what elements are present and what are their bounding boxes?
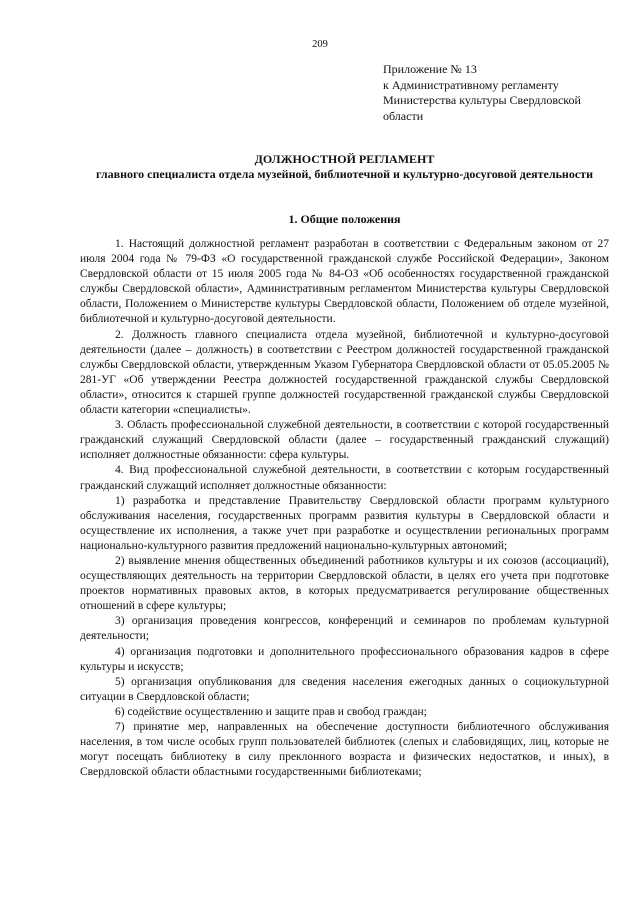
section-body xyxy=(80,237,609,780)
list-item: 7) принятие мер, направленных на обеспечение доступности библиотечного обслуживания населения, в том числе особых групп пользователей библиотек (слепых и слабовидящих, лиц, которые не могут посещать библиотеку в силу преклонного возраста и физических недостатков, и иных), в Свердловской области областными государственными библиотеками; xyxy=(80,721,609,779)
document-title: ДОЛЖНОСТНОЙ РЕГЛАМЕНТ xyxy=(254,152,435,166)
list-item: 1) разработка и представление Правительству Свердловской области программ культурного обслуживания населения, государственных программ развития культуры в Свердловской области и осуществление их исполнения, а также учет при разработке и осуществлении региональных программ национально-культурного развития предложений национально-культурных автономий; xyxy=(80,494,609,552)
paragraph: 3. Область профессиональной служебной деятельности, в соответствии с которой государственный гражданский служащий Свердловской области (далее – государственный гражданский служащий) исполняет должностные обязанности: сфера культуры. xyxy=(80,419,609,462)
appendix-line: Приложение № 13 xyxy=(383,62,477,76)
appendix-line: области xyxy=(383,108,424,123)
appendix-note xyxy=(383,62,623,124)
list-item: 4) организация подготовки и дополнительного профессионального образования кадров в сфере культуры и искусств; xyxy=(80,645,609,673)
section-heading: 1. Общие положения xyxy=(288,212,401,226)
page-number: 209 xyxy=(312,39,328,50)
paragraph: 1. Настоящий должностной регламент разработан в соответствии с Федеральным законом от 27 июля 2004 года № 79-ФЗ «О государственной гражданской службе Российской Федерации», Законом Свердловской области от 15 июля 2005 года № 84-ОЗ «Об особенностях государственной гражданской службы Свердловской области», Административным регламентом Министерства культуры Свердловской области, Положением о Министерстве культуры Свердловской области, Положением об отделе музейной, библиотечной и культурно-досуговой деятельности. xyxy=(80,238,609,326)
list-item: 5) организация опубликования для сведения населения ежегодных данных о социокультурной ситуации в Свердловской области; xyxy=(80,675,609,703)
document-subtitle: главного специалиста отдела музейной, библиотечной и культурно-досуговой деятельности xyxy=(96,167,593,181)
paragraph: 2. Должность главного специалиста отдела музейной, библиотечной и культурно-досуговой деятельности (далее – должность) в соответствии с Реестром должностей государственной гражданской службы Свердловской области, утвержденным Указом Губернатора Свердловской области от 05.05.2005 № 281-УГ «Об утверждении Реестра должностей государственной гражданской службы Свердловской области», относится к старшей группе должностей государственной гражданской службы Свердловской области категории «специалисты». xyxy=(80,328,609,417)
list-item: 6) содействие осуществлению и защите прав и свобод граждан; xyxy=(115,705,427,718)
appendix-line: к Административному регламенту xyxy=(383,77,559,92)
appendix-line: Министерства культуры Свердловской xyxy=(383,93,581,107)
paragraph: 4. Вид профессиональной служебной деятельности, в соответствии с которым государственный гражданский служащий исполняет должностные обязанности: xyxy=(80,464,609,492)
list-item: 3) организация проведения конгрессов, конференций и семинаров по проблемам культурной деятельности; xyxy=(80,615,609,643)
list-item: 2) выявление мнения общественных объединений работников культуры и их союзов (ассоциаций), осуществляющих деятельность на территории Свердловской области, в целях его учета при подготовке проектов нормативных правовых актов, в которых предусматривается регулирование общественных отношений в сфере культуры; xyxy=(80,554,609,613)
